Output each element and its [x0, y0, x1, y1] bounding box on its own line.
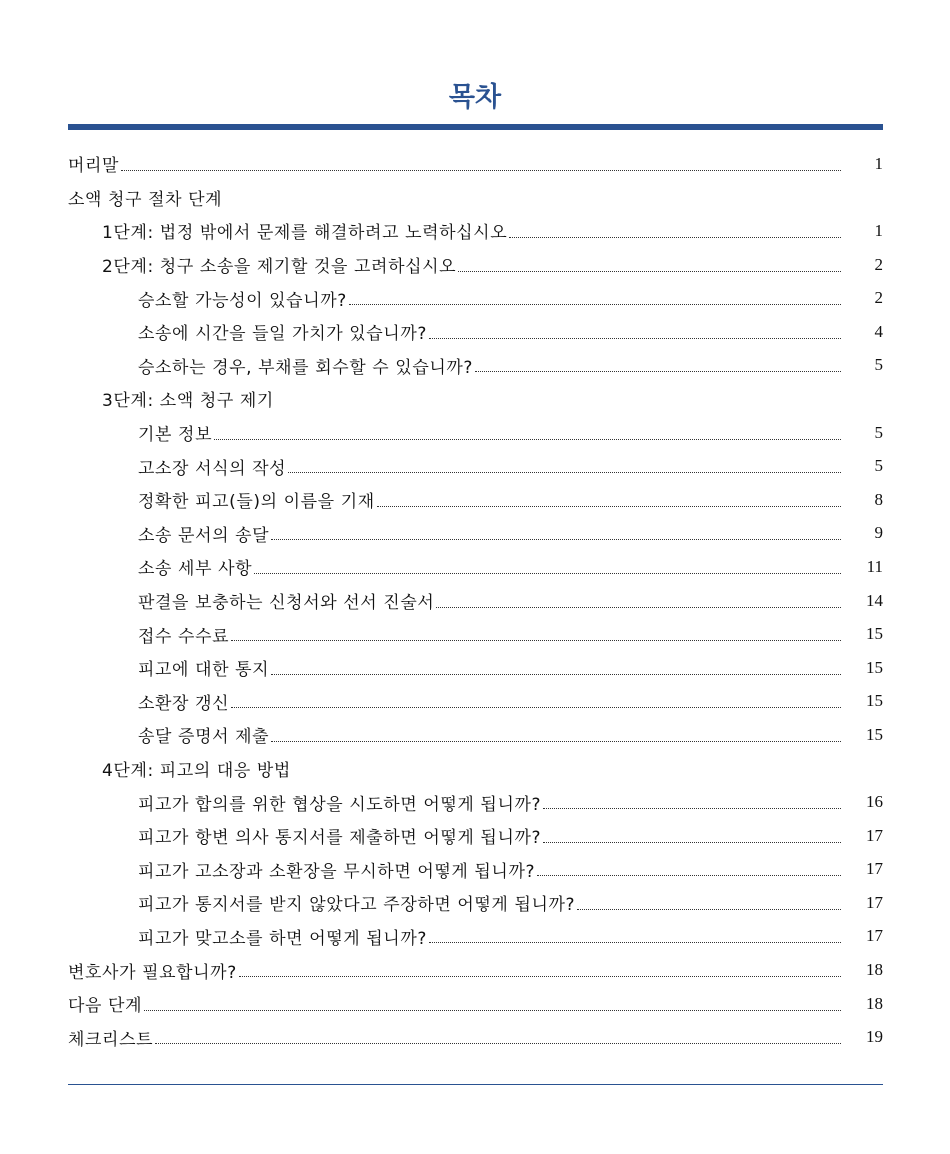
dot-leader	[254, 572, 841, 574]
toc-entry-label: 피고에 대한 통지	[138, 660, 270, 681]
toc-entry[interactable]	[68, 382, 883, 416]
toc-entry-page-number: 1	[874, 220, 883, 240]
dot-leader	[543, 841, 841, 843]
toc-entry[interactable]	[68, 987, 883, 1021]
toc-entry-page-number: 14	[866, 590, 883, 610]
dot-leader	[271, 538, 841, 540]
dot-leader	[271, 673, 841, 675]
toc-entry-page-number: 5	[874, 422, 883, 442]
toc-entry-page-number: 11	[866, 556, 883, 576]
toc-entry[interactable]	[68, 785, 883, 819]
toc-entry-label: 승소하는 경우, 부채를 회수할 수 있습니까?	[138, 357, 474, 378]
toc-entry-label: 3단계: 소액 청구 제기	[102, 391, 274, 412]
toc-entry-label: 소액 청구 절차 단계	[68, 189, 223, 210]
dot-leader	[155, 1042, 841, 1044]
toc-entry[interactable]	[68, 483, 883, 517]
page-title: 목차	[448, 82, 502, 113]
dot-leader	[377, 505, 841, 507]
toc-entry-page-number: 17	[866, 825, 883, 845]
toc-entry-label: 다음 단계	[68, 996, 143, 1017]
toc-entry-label: 접수 수수료	[138, 626, 230, 647]
toc-entry[interactable]	[68, 248, 883, 282]
toc-entry[interactable]	[68, 416, 883, 450]
toc-entry-page-number: 17	[866, 892, 883, 912]
toc-entry-label: 송달 증명서 제출	[138, 727, 270, 748]
toc-entry-label: 승소할 가능성이 있습니까?	[138, 290, 347, 311]
dot-leader	[349, 303, 841, 305]
toc-entry-page-number: 2	[874, 254, 883, 274]
toc-entry[interactable]	[68, 685, 883, 719]
dot-leader	[458, 270, 841, 272]
toc-entry-page-number: 15	[866, 724, 883, 744]
toc-entry-page-number: 16	[866, 792, 883, 812]
title-divider	[68, 124, 883, 130]
toc-entry[interactable]	[68, 181, 883, 215]
toc-entry-label: 소송 문서의 송달	[138, 525, 270, 546]
toc-entry-page-number: 15	[866, 624, 883, 644]
toc-entry-page-number: 18	[866, 993, 883, 1013]
toc-entry-label: 체크리스트	[68, 1029, 154, 1050]
toc-entry[interactable]	[68, 651, 883, 685]
toc-entry[interactable]	[68, 550, 883, 584]
toc-entry-label: 소송 세부 사항	[138, 559, 253, 580]
toc-entry-label: 판결을 보충하는 신청서와 선서 진술서	[138, 593, 435, 614]
dot-leader	[271, 740, 841, 742]
toc-entry[interactable]	[68, 584, 883, 618]
footer-divider	[68, 1084, 883, 1085]
toc-entry[interactable]	[68, 819, 883, 853]
dot-leader	[144, 1009, 841, 1011]
toc-entry-page-number: 15	[866, 691, 883, 711]
toc-entry-label: 고소장 서식의 작성	[138, 458, 287, 479]
dot-leader	[429, 941, 841, 943]
toc-entry[interactable]	[68, 147, 883, 181]
toc-entry-label: 피고가 항변 의사 통지서를 제출하면 어떻게 됩니까?	[138, 828, 542, 849]
dot-leader	[436, 606, 841, 608]
toc-entry[interactable]	[68, 718, 883, 752]
toc-entry[interactable]	[68, 349, 883, 383]
toc-entry-label: 피고가 통지서를 받지 않았다고 주장하면 어떻게 됩니까?	[138, 895, 576, 916]
toc-entry-page-number: 8	[874, 489, 883, 509]
toc-entry-page-number: 5	[874, 355, 883, 375]
dot-leader	[537, 874, 841, 876]
toc-entry-page-number: 4	[874, 321, 883, 341]
toc-entry[interactable]	[68, 281, 883, 315]
toc-entry[interactable]	[68, 1020, 883, 1054]
toc-entry-label: 피고가 합의를 위한 협상을 시도하면 어떻게 됩니까?	[138, 794, 542, 815]
toc-entry[interactable]	[68, 852, 883, 886]
dot-leader	[429, 337, 841, 339]
toc-entry-label: 기본 정보	[138, 425, 213, 446]
toc-entry[interactable]	[68, 886, 883, 920]
toc-entry-label: 변호사가 필요합니까?	[68, 962, 237, 983]
dot-leader	[121, 169, 841, 171]
toc-entry[interactable]	[68, 953, 883, 987]
toc-entry-label: 소송에 시간을 들일 가치가 있습니까?	[138, 324, 427, 345]
toc-entry-page-number: 2	[874, 288, 883, 308]
toc-entry-label: 1단계: 법정 밖에서 문제를 해결하려고 노력하십시오	[102, 223, 508, 244]
toc-entry[interactable]	[68, 449, 883, 483]
dot-leader	[288, 471, 841, 473]
table-of-contents	[68, 147, 883, 1054]
dot-leader	[475, 370, 841, 372]
toc-entry-label: 피고가 고소장과 소환장을 무시하면 어떻게 됩니까?	[138, 861, 536, 882]
dot-leader	[509, 236, 841, 238]
dot-leader	[239, 975, 841, 977]
toc-entry-page-number: 5	[874, 456, 883, 476]
toc-entry[interactable]	[68, 315, 883, 349]
toc-entry-label: 소환장 갱신	[138, 693, 230, 714]
toc-entry-label: 2단계: 청구 소송을 제기할 것을 고려하십시오	[102, 257, 457, 278]
toc-entry-page-number: 19	[866, 1027, 883, 1047]
toc-entry[interactable]	[68, 920, 883, 954]
dot-leader	[543, 807, 841, 809]
toc-entry-page-number: 15	[866, 657, 883, 677]
toc-entry-label: 피고가 맞고소를 하면 어떻게 됩니까?	[138, 928, 427, 949]
toc-entry[interactable]	[68, 517, 883, 551]
toc-entry-label: 4단계: 피고의 대응 방법	[102, 760, 291, 781]
toc-entry-page-number: 17	[866, 859, 883, 879]
dot-leader	[231, 706, 841, 708]
toc-entry-label: 머리말	[68, 156, 120, 177]
dot-leader	[577, 908, 841, 910]
toc-entry-page-number: 9	[874, 523, 883, 543]
toc-entry-page-number: 1	[874, 153, 883, 173]
toc-entry-page-number: 17	[866, 926, 883, 946]
dot-leader	[214, 438, 841, 440]
toc-entry-page-number: 18	[866, 960, 883, 980]
dot-leader	[231, 639, 841, 641]
toc-entry[interactable]	[68, 617, 883, 651]
toc-entry-label: 정확한 피고(들)의 이름을 기재	[138, 492, 375, 513]
toc-entry[interactable]	[68, 752, 883, 786]
toc-entry[interactable]	[68, 214, 883, 248]
